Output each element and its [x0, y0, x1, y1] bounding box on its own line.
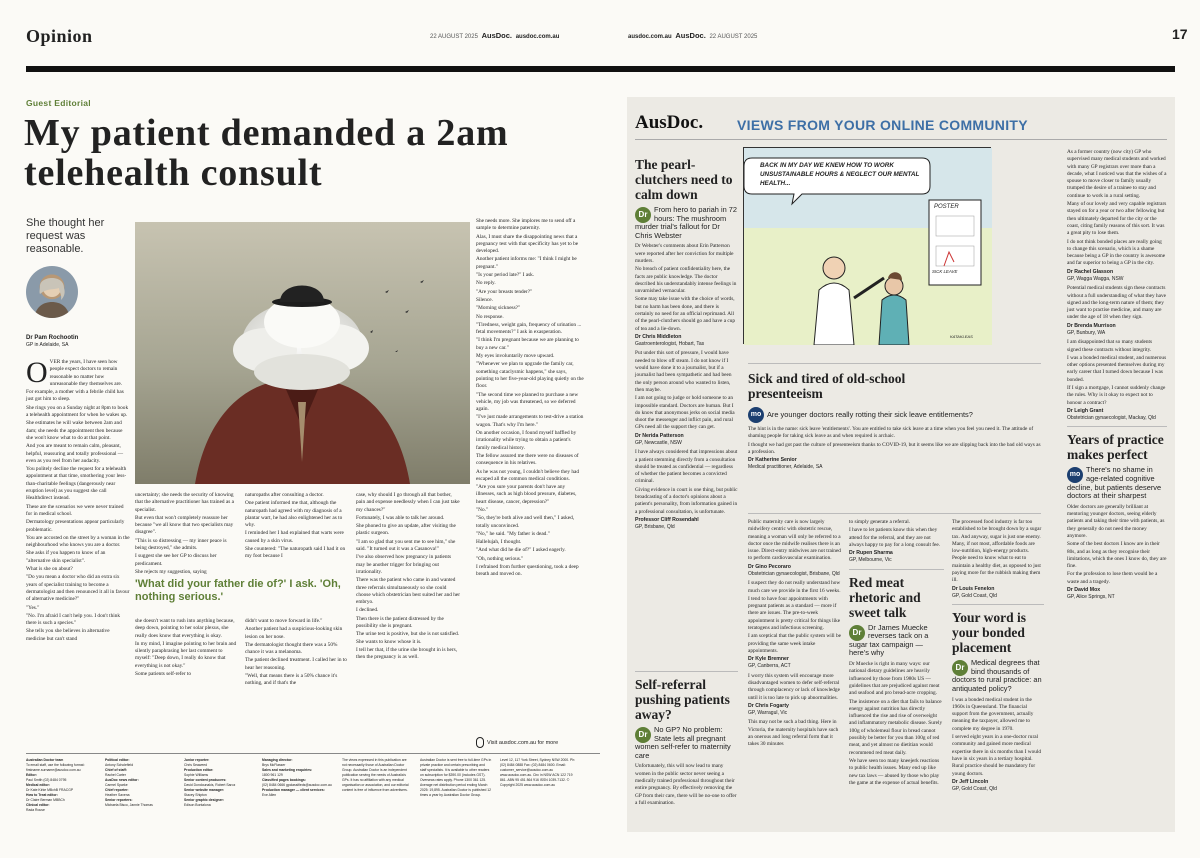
paragraph: I worry this system will encourage more disadvantaged women to defer self-referral through complacency or lack of knowledge until it is too late to pick up abnormalities. [748, 672, 840, 701]
paragraph: The fellow assured me there were no diseases of consequence in his relatives. [476, 452, 579, 467]
paragraph: The insistence on a diet that fails to balance energy against nutrition has directly influenced the rise and rise of overweight and inflammatory metabolic disease. Surely 100g of wholemeal flour in bread cannot possibly be better for you than 100g of red meat, and yet almost no dietitian would recommend red meat daily. [849, 698, 943, 756]
paragraph: "So, they're both alive and well then," I asked, totally unconvinced. [476, 515, 575, 529]
footer-credits-3 [184, 758, 254, 808]
footer-credits-2 [105, 758, 175, 808]
topic [748, 407, 1041, 423]
credit-heading: Senior graphic designer: [184, 798, 224, 802]
section-headline: Sick and tired of old-school presenteeism [748, 371, 906, 401]
paragraph: "I am so glad that you sent me to see him," she said. "It turned out it was a Casanova!" [356, 538, 456, 553]
section-headline: Your word is your bonded placement [952, 610, 1027, 656]
paragraph: she doesn't want to rush into anything because, deep down, pointing to her solar plexus, she really does know that everything is okay. [135, 618, 235, 639]
credit-heading: Chief of staff: [105, 768, 127, 772]
right-page [600, 0, 1200, 858]
letter-role: GP, Bunbury, WA [1067, 329, 1106, 336]
paragraph: "This is so distressing — my inner peace is being destroyed," she admits. [135, 537, 227, 552]
divider [952, 604, 1044, 605]
paragraph: to simply generate a referral. [849, 519, 911, 525]
editorial-kicker: Guest Editorial [26, 98, 91, 108]
paragraph: Potential medical students sign these contracts without a full understanding of what they have signed and the long-term nature of them; they just want to practise medicine, and many are under the age of 18 when they sign. [1067, 285, 1166, 321]
paragraph: Dr Webster's comments about Erin Patterson were reported after her conviction for multiple murders. [635, 243, 734, 264]
paragraph: "No." [476, 506, 489, 513]
paragraph: The hint is in the name: sick leave 'entitlements'. You are entitled to take sick leave at a time when you feel you need it. The attitude of shaming people for taking sick leave as and when required is archaic. [748, 426, 1034, 440]
community-brand: AusDoc. [635, 112, 704, 133]
letter-role: GP, Gold Coast, Qld [952, 785, 997, 792]
cartoon-poster-title: POSTER [934, 204, 959, 210]
paragraph: This may not be such a bad thing. Here in Victoria, the maternity hospitals have such an onerous and long referral form that it takes 30 minutes [748, 719, 839, 748]
body-col-2 [135, 492, 239, 577]
topic-text: Medical degrees that bind thousands of doctors to rural practice: an antiquated policy? [952, 658, 1042, 693]
page-number: 17 [1172, 26, 1188, 42]
paragraph: I am not going to judge or hold someone to an impossible standard. Doctors are human. But I do know that anonymous jerks on social media shoot the messenger and inflict pain, and rural GPs need all the support they can get. [635, 395, 735, 431]
paragraph: "Do you mean a doctor who did an extra six years of specialist training to become a dermatologist and then renounced it all in favour of alternative medicine?" [26, 574, 130, 603]
author-role: GP in Adelaide, SA [26, 342, 69, 348]
paragraph: She phoned to give an update, after visiting the plastic surgeon. [356, 523, 456, 537]
author-name: Dr Pam Rochootin [26, 335, 79, 341]
paragraph: "Tiredness, weight gain, frequency of urination ... fetal movements?" I ask in exasperation. [476, 321, 582, 336]
doctor-badge-icon: Dr [849, 625, 865, 641]
paragraph: The dermatologist thought there was a 50% chance it was a melanoma. [245, 641, 338, 656]
letter-column-maternity [748, 519, 843, 750]
paragraph: For the profession to lose them would be a waste and a tragedy. [1067, 571, 1158, 585]
paragraph: Older doctors are generally brilliant at mentoring younger doctors, seeing elderly patients and taking their time with patients, as they generally do not need the money anymore. [1067, 503, 1165, 539]
letter-section-presenteeism [748, 371, 1041, 471]
letter-author: Dr Kyle Bremner [748, 656, 789, 663]
paragraph: In my mind, I imagine pointing to her brain and silently paraphrasing her last comment to myself: "Deep down, I really do know that everything is not okay." [135, 640, 237, 669]
paragraph: I do not think bonded places are really going to change this scenario, which is a shame because being a GP in the country is awesome and far superior to being a GP in the city. [1067, 238, 1166, 267]
credit-text: David Dondounakis, Robert Saroz [184, 783, 236, 787]
letter-author: Dr Leigh Grant [1067, 407, 1104, 414]
paragraph: "I think I'm pregnant because we are planning to buy a new car." [476, 337, 579, 351]
paragraph: "Well, that means there is a 50% chance it's nothing, and if that's the [245, 673, 338, 687]
credit-heading: Production manager — client services: [262, 788, 325, 792]
paragraph: I've also observed how pregnancy in patients may be another trigger for bringing out irrationality. [356, 554, 452, 575]
folio-site: ausdoc.com.au [628, 34, 672, 40]
letter-role: GP, Newcastle, NSW [635, 439, 682, 446]
paragraph: "Oh, nothing serious." [476, 555, 524, 562]
paragraph: I was a bonded medical student, and numerous other options presented themselves during my early career that I turned down because I was bonded. [1067, 354, 1167, 383]
credit-text: (02) 8484 0666 gpclassifieds@ausdoc.com.au [262, 783, 332, 787]
paragraph: I am disappointed that so many students signed these contracts without integrity. [1067, 339, 1153, 353]
folio-brand: AusDoc. [481, 31, 513, 40]
paragraph: I suggest she see her GP to discuss her predicament. [135, 553, 217, 567]
divider [748, 363, 1041, 364]
credit-heading: Production editor: [184, 768, 214, 772]
credit-text: Paul Smith (02) 8484 0795 [26, 778, 67, 782]
letter-role: GP, Warragul, Vic [748, 709, 788, 716]
letter-column-right [1067, 149, 1167, 601]
paragraph: I served eight years in a one-doctor rural community and gained more medical expertise there in six months than I would have in six years in a tertiary hospital. Rural practice should be mandatory for young doctors. [952, 734, 1041, 777]
letter-author: Dr Louis Fenelon [952, 585, 995, 592]
divider [849, 569, 944, 570]
paragraph: I was a bonded medical student in the 1960s in Queensland. The financial support from the government, actually meaning the taxpayer, allowed me to complete my degree in 1970. [952, 696, 1034, 732]
folio-date: 22 AUGUST 2025 [430, 34, 478, 40]
paragraph: Another patient informs me: "I think I might be pregnant." [476, 256, 577, 270]
letter-section-selfreferral [635, 677, 738, 808]
body-col-3b [245, 618, 349, 689]
footer-subscription [420, 758, 492, 798]
divider [1067, 426, 1167, 427]
mouse-icon [476, 737, 484, 748]
topic [952, 659, 1044, 693]
letter-author: Dr Jeff Lincoln [952, 778, 989, 785]
topic [1067, 466, 1167, 500]
paragraph: "Are you sure your parents don't have any illnesses, such as high blood pressure, diabetes, heart disease, cancer, depression?" [476, 484, 577, 505]
body-col-2b [135, 618, 239, 679]
paragraph: She asks if you happen to know of an "alternative skin specialist". [26, 550, 106, 564]
paragraph: I suspect they do not really understand how much care we provide in the first 16 weeks. [748, 580, 841, 594]
body-col-3 [245, 492, 349, 562]
mo-badge-icon: mo [748, 407, 764, 423]
credit-heading: Chief reporter: [105, 788, 129, 792]
paragraph: Another patient had a suspicious-looking skin lesion on her nose. [245, 626, 343, 640]
cartoon [743, 147, 991, 344]
topic-text: Are younger doctors really rotting their sick leave entitlements? [767, 409, 973, 419]
paragraph: "And what did he die of?" I asked eagerly. [476, 547, 566, 554]
section-headline: Self-referral pushing patients away? [635, 677, 730, 722]
letter-column-redmeat [849, 519, 944, 788]
topic-text: No GP? No problem: State lets all pregnant women self-refer to maternity care [635, 725, 731, 760]
paragraph: didn't want to move forward in life." [245, 618, 323, 624]
credit-text: Brys McFlasser [262, 763, 286, 767]
letter-author: Dr Brenda Murrison [1067, 322, 1116, 329]
divider [748, 513, 1041, 514]
paragraph: And you are meant to remain calm, pleasant, helpful, reassuring and totally professional — even as you reel from her audacity. [26, 443, 124, 464]
credit-text: Sophie Williams [184, 773, 209, 777]
paragraph: She estimates he will wake between 2am and 4am; she needs the appointment then because she won't know what to do at that point. [26, 420, 123, 441]
credit-text: Chris Seaweed [184, 763, 207, 767]
doctor-badge-icon: Dr [635, 207, 651, 223]
paragraph: Hallelujah, I thought. [476, 539, 522, 546]
credit-text: Dr Kate Kirke MBchB FRACGP [26, 788, 74, 792]
paragraph: case, why should I go through all that bother, pain and expense needlessly when I can just take my chances?" [356, 492, 460, 513]
paragraph: Fortunately, I was able to talk her around. [356, 514, 445, 521]
credit-text: Antony Scholefield [105, 763, 134, 767]
divider [635, 671, 738, 672]
visit-text: Visit ausdoc.com.au for more [487, 739, 559, 746]
paragraph: But even that won't completely reassure her because "we all know that two specialists may disagree". [135, 514, 234, 536]
credit-text: Stacey Shipton [184, 793, 207, 797]
paragraph: "Whenever we plan to upgrade the family car, something cataclysmic happens," she says, pointing to her five-year-old playing quietly on the floor. [476, 361, 584, 390]
letter-role: GP, Alice Springs, NT [1067, 594, 1115, 601]
paragraph: Public maternity care is now largely midwifery centric with obstetric rescue, meaning a woman will only be referred to a doctor once the midwife realises there is an issue. Direct-entry midwives are not trained to perform cardiovascular examination. [748, 519, 841, 562]
paragraph: Some may take issue with the choice of words, but no harm has been done, and there is certainly no need for an official reprimand. All of the pearl-clutchers should go and have a cup of tea and a lie-down. [635, 296, 736, 332]
footer-rule [26, 753, 600, 754]
body-col-4 [356, 492, 460, 663]
paragraph: She rings you on a Sunday night at 8pm to book a telehealth appointment for when he wakes up. [26, 404, 129, 419]
credit-heading: Medical editor: [26, 783, 50, 787]
credit-heading: Australian Doctor team [26, 758, 64, 762]
cartoon-signature: KATAKLEAS [950, 334, 973, 339]
paragraph: Alas, I must share the disappointing news that a pregnancy test with that specificity has yet to be developed. [476, 233, 579, 255]
footer-credits-4 [262, 758, 334, 798]
section-headline: Red meat rhetoric and sweet talk [849, 574, 921, 620]
mo-badge-icon: mo [1067, 467, 1083, 483]
topic [635, 206, 738, 240]
section-headline: Years of practice makes perfect [1067, 432, 1164, 463]
credit-text: Michaela Bisco, Jannie Thomas [105, 803, 153, 807]
paragraph: Silence. [476, 296, 493, 303]
cartoon-speech: BACK IN MY DAY WE KNEW HOW TO WORK UNSUSTAINABLE HOURS & NEGLECT OUR MENTAL HEALTH... [760, 162, 920, 187]
letter-author: Dr Katherine Senior [748, 457, 797, 464]
topic [849, 624, 944, 658]
paragraph: "No. I'm afraid I can't help you. I don't think there is such a species." [26, 612, 121, 627]
cartoon-poster-label: SICK LEAVE [932, 269, 958, 274]
letter-role: Obstetrician gynaecologist, Mackay, Qld [1067, 414, 1156, 421]
paragraph: Unfortunately, this will now lead to many women in the public sector never seeing a medically trained professional throughout their entire pregnancy. By effectively removing the GP from their care, there will be no-one to offer a full examination. [635, 763, 737, 806]
letter-author: Dr David Mox [1067, 587, 1101, 594]
paragraph: VER the years, I have seen how people expect doctors to remain reasonable no matter how unreasonable they themselves are. [49, 359, 123, 387]
credit-heading: Editor: [26, 773, 37, 777]
paragraph: My eyes involuntarily move upward. [476, 353, 555, 360]
paragraph: "I've just made arrangements to test-drive a station wagon. That's why I'm here." [476, 414, 584, 428]
pull-quote: 'What did your father die of?' I ask. 'Oh, nothing serious.' [135, 578, 341, 603]
folio-site: ausdoc.com.au [515, 34, 560, 40]
visit-link[interactable] [476, 737, 558, 748]
letter-role: Medical practitioner, Adelaide, SA [748, 464, 823, 471]
dropcap: O [26, 356, 48, 389]
credit-heading: Managing director: [262, 758, 293, 762]
header-rule [600, 66, 1175, 72]
paragraph: I thought we had got past the culture of presenteeism thanks to COVID-19, but it seems like we are slipping back into the bad old ways as a profession. [748, 441, 1041, 455]
letter-role: GP, Gold Coast, Qld [952, 592, 997, 599]
paragraph: She rejects my suggestion, saying [135, 568, 207, 575]
letter-author: Dr Chris Middleton [635, 333, 682, 340]
paragraph: "Yes." [26, 604, 40, 611]
paragraph: I refrained from further questioning, took a deep breath and moved on. [476, 564, 579, 578]
paragraph: You politely decline the request for a telehealth appointment at that time, smothering your less-than-charitable feelings (dangerously near eruption level) as you suggest she call Healthdirect instead. [26, 466, 127, 502]
paragraph: As a former country (now city) GP who supervised many medical students and worked with many GP registrars over more than a decade, what I noticed was that the wishes of a spouse to move closer to family usually trumped the desire of a trainee to stay and continue to work in a rural setting. [1067, 149, 1167, 199]
letter-role: GP, Melbourne, Vic [849, 557, 892, 564]
paragraph: Some patients self-refer to [135, 671, 192, 678]
credit-text: Rada Rouse [26, 808, 45, 812]
topic-text: Dr James Muecke reverses tack on a sugar tax campaign — here's why [849, 622, 929, 658]
letter-author: Dr Nerida Patterson [635, 432, 684, 439]
paragraph: No response. [476, 313, 504, 320]
section-headline: The pearl-clutchers need to calm down [635, 157, 733, 202]
paragraph: These are the scenarios we were never trained for in medical school. [26, 503, 124, 517]
hero-image [135, 222, 470, 484]
paragraph: There was the patient who came in and wanted three referrals simultaneously so she could choose which obstetrician best suited her and her embryo. [356, 577, 460, 606]
credit-text: 1800 961 129 [262, 773, 283, 777]
letter-author: Dr Chris Fogarty [748, 702, 789, 709]
paragraph: I have to let patients know this when they attend for the referral, and they are not always happy to pay for a long consult fee. [849, 527, 941, 548]
credit-text: Heather Saxena [105, 793, 130, 797]
paragraph: I tend to have four appointments with pregnant patients as a standard — more if there are issues. The pre-to-week appointment is pretty critical for things like teratogens and infectious screening. [748, 595, 841, 632]
credit-text: Carmel Sparke [105, 783, 128, 787]
letter-section-pearl [635, 157, 738, 530]
paragraph: Then there is the patient distressed by the possibility she is pregnant. [356, 615, 444, 630]
credit-text: Eve Allen [262, 793, 277, 797]
credit-text: Dr Claire Berman MBBCh [26, 798, 65, 802]
body-col-5 [476, 218, 584, 580]
author-avatar [26, 266, 78, 318]
paragraph: I reminded her I had explained that warts were caused by a skin virus. [245, 530, 344, 544]
section-label: Opinion [26, 26, 93, 46]
letter-role: Obstetrician gynaecologist, Brisbane, Qld [748, 570, 840, 577]
subscription-text: Australian Doctor is sent free to full-time GPs in private practice and certain prescribing and staff specialists. It is available to other readers on subscription for $390.00 (includes GST). Overseas rates apply. Phone 1300 361 125. Average net distribution period ending March 2025: 19,895. Australian Doctor is published 12 times a year by Australian Doctor Group. [420, 758, 492, 797]
header-rule [26, 66, 600, 72]
address-text: Level 12, 117 York Street, Sydney NSW 2000. Ph: (02) 8484 0888 Fax: (02) 8484 0600. Email: customer_service@ausdoc.com.au www.ausdoc.com.au. Circ in NSW ACN 122 719 861. ABN 95 451 864 916 ISSN 1039-7132. © Copyright 2025 www.ausdoc.com.au [500, 758, 576, 787]
community-title-rule [635, 139, 1167, 140]
paragraph: "The second time we planned to purchase a new vehicle, my job was threatened, so we deferred again. [476, 391, 579, 413]
disclaimer-text: The views expressed in this publication are not necessarily those of Australian Doctor Group. Australian Doctor is an independent publication serving the needs of Australia's GPs. It has no affiliation with any medical organisation or association, and our editorial content is free of influence from advertisers. [342, 758, 409, 792]
credit-heading: Sales and marketing enquiries: [262, 768, 313, 772]
paragraph: No reply. [476, 280, 496, 287]
credit-heading: Senior website manager: [184, 788, 225, 792]
letter-column-bonded [952, 519, 1044, 792]
paragraph: Some of the best doctors I know are in their 80s, and as long as they recognise their limitations, which the ones I know do, they are fine. [1067, 541, 1167, 570]
letter-author: Professor Cliff Rosendahl [635, 516, 699, 523]
letter-author: Dr Gino Pecoraro [748, 563, 791, 570]
credit-heading: How to Treat editor: [26, 793, 58, 797]
credit-heading: Political editor: [105, 758, 130, 762]
paragraph: You are accosted on the street by a woman in the neighbourhood who knows you are a doctor. [26, 534, 130, 549]
paragraph: "Is your period late?" I ask. [476, 272, 535, 279]
paragraph: If I sign a mortgage, I cannot suddenly change the rules. Why is it okay to expect not to honour a contract? [1067, 385, 1166, 406]
credit-text: Rachel Carter [105, 773, 126, 777]
credit-text: Edison Bontalona [184, 803, 211, 807]
topic-text: There's no shame in age-related cognitive decline, but patients deserve doctors at their sharpest [1067, 465, 1162, 501]
credit-text: To email staff, use the following format: firstname.surname@ausdoc.com.au [26, 763, 85, 772]
paragraph: Put under this sort of pressure, I would have needed to blow off steam. I do not know if I would have done it to a journalist, but if a journalist had been sympathetic and had been the only person around who wanted to listen, then maybe. [635, 350, 732, 393]
doctor-badge-icon: Dr [635, 727, 651, 743]
paragraph: No breach of patient confidentiality here, the facts are public knowledge. The doctor described his understandably intense feelings in unvarnished vernacular. [635, 266, 737, 295]
credit-heading: Junior reporter: [184, 758, 210, 762]
letter-author: Dr Rupen Sharma [849, 550, 893, 557]
paragraph: The processed food industry is far too established to be brought down by a sugar tax. And anyway, sugar is just one enemy. Many, if not most, affordable foods are low-nutrition, high-energy products. People need to know what to eat to maintain a healthy diet, as opposed to just paying more for the rubbish making them ill. [952, 519, 1042, 584]
credit-heading: Senior reporters: [105, 798, 133, 802]
doctor-badge-icon: Dr [952, 660, 968, 676]
footer-credits-1 [26, 758, 96, 813]
letter-role: GP, Wagga Wagga, NSW [1067, 275, 1124, 282]
editorial-headline: My patient demanded a 2am telehealth consult [24, 112, 509, 194]
paragraph: Giving evidence in court is one thing, but public broadcasting of a doctor's opinions about a patient's personality, from information gained in a professional consultation, is unfortunate. [635, 486, 738, 515]
paragraph: I tell her that, if the urine she brought in is hers, then the pregnancy is as well. [356, 646, 458, 661]
paragraph: For example, a mother with a febrile child has just got him to sleep. [26, 389, 124, 403]
paragraph: She needs more. She implores me to send off a sample to determine paternity. [476, 218, 576, 232]
paragraph: uncertainty; she needs the security of knowing that the alternative practitioner has trained as a specialist. [135, 492, 234, 513]
community-title: VIEWS FROM YOUR ONLINE COMMUNITY [737, 117, 1028, 133]
topic-text: From hero to pariah in 72 hours: The mushroom murder trial's fallout for Dr Chris Webster [635, 205, 737, 240]
paragraph: Dermatology presentations appear particularly problematic. [26, 519, 125, 533]
left-folio [430, 31, 559, 40]
paragraph: "Morning sickness?" [476, 305, 521, 312]
letter-author: Dr Rachel Glasson [1067, 268, 1114, 275]
letter-role: GP, Brisbane, Qld [635, 523, 675, 530]
right-folio [628, 31, 757, 40]
paragraph: Many of our lovely and very capable registrars stayed on for a year or two after fellowing but then ultimately departed for the city or the coast, citing family reasons of this sort. It was a great pity to lose them. [1067, 201, 1167, 237]
paragraph: The patient declined treatment. I called her in to hear her reasoning. [245, 657, 347, 671]
paragraph: naturopaths after consulting a doctor. [245, 492, 324, 498]
credit-heading: Clinical editor: [26, 803, 50, 807]
paragraph: "Are your breasts tender?" [476, 288, 533, 295]
paragraph: What is she on about? [26, 566, 73, 573]
paragraph: On another occasion, I found myself baffled by irrationality while trying to obtain a patient's family medical history. [476, 430, 577, 451]
folio-date: 22 AUGUST 2025 [709, 34, 758, 40]
credit-heading: Classified pages bookings: [262, 778, 306, 782]
paragraph: One patient informed me that, although the naturopath had agreed with my diagnosis of a plantar wart, he had also enlightened her as to why. [245, 500, 343, 529]
paragraph: I have always considered that impressions about a patient stemming directly from a consultation should be treated as confidential — regardless of whether the patient becomes a convicted criminal. [635, 449, 738, 485]
paragraph: I declined. [356, 607, 379, 614]
letter-role: Gastroenterologist, Hobart, Tas [635, 340, 705, 347]
footer-disclaimer [342, 758, 412, 793]
credit-heading: Senior content producers: [184, 778, 227, 782]
credit-heading: AusDoc news editor: [105, 778, 139, 782]
footer-address [500, 758, 580, 788]
community-panel [627, 97, 1175, 832]
paragraph: She countered: "The naturopath said I had it on my foot because I [245, 546, 346, 560]
letter-role: GP, Canberra, ACT [748, 663, 791, 670]
paragraph: As he was not young, I couldn't believe they had escaped all the common medical conditions. [476, 468, 580, 482]
body-col-1 [26, 356, 130, 644]
paragraph: She tells you she believes in alternative medicine but can't stand [26, 628, 110, 642]
paragraph: I am sceptical that the public system will be providing the same week intake appointments. [748, 633, 841, 654]
paragraph: The urine test is positive, but she is not satisfied. She wants to know whose it is. [356, 631, 460, 645]
paragraph: Dr Muecke is right in many ways: our national dietary guidelines are heavily influenced by those from 1980s US — guidelines that are prejudiced against meat and seafood and pro bread-acre cropping. [849, 661, 940, 697]
paragraph: "No," he said. "My father is dead." [476, 530, 550, 537]
paragraph: We have seen too many kneejerk reactions to public health issues. Many end up like new tax laws — abused by those who play the game at the expense of actual benefits. [849, 757, 940, 786]
folio-brand: AusDoc. [675, 31, 706, 40]
topic [635, 726, 738, 760]
standfirst: She thought her request was reasonable. [26, 217, 105, 255]
